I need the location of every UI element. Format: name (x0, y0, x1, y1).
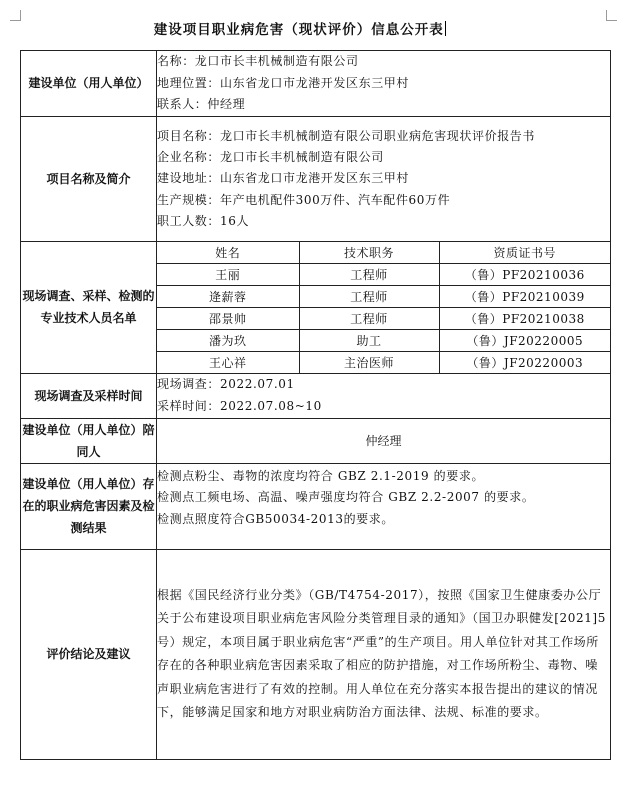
project-address: 建设地址：山东省龙口市龙港开发区东三甲村 (157, 171, 410, 185)
construction-unit-content (157, 51, 611, 117)
table-row (157, 285, 610, 307)
survey-time-label: 现场调查及采样时间 (21, 373, 157, 418)
project-employees: 职工人数：16人 (157, 214, 250, 228)
staff-header-title: 技术职务 (299, 242, 439, 264)
staff-cert: （鲁）PF20210039 (439, 285, 610, 307)
project-name: 项目名称：龙口市长丰机械制造有限公司职业病危害现状评价报告书 (157, 128, 536, 143)
staff-title: 助工 (299, 329, 439, 351)
staff-title: 工程师 (299, 263, 439, 285)
unit-location: 地理位置：山东省龙口市龙港开发区东三甲村 (157, 75, 410, 90)
project-content (157, 116, 611, 241)
row-staff (21, 241, 611, 373)
unit-name: 名称：龙口市长丰机械制造有限公司 (157, 54, 359, 68)
conclusion-label: 评价结论及建议 (21, 549, 157, 760)
staff-cert: （鲁）PF20210038 (439, 307, 610, 329)
project-label: 项目名称及简介 (21, 116, 157, 241)
survey-time-content (157, 373, 611, 418)
staff-name: 逄薪蓉 (157, 285, 299, 307)
row-hazards (21, 463, 611, 549)
row-survey-time (21, 373, 611, 418)
project-company: 企业名称：龙口市长丰机械制造有限公司 (157, 149, 384, 164)
staff-header-row (157, 242, 610, 264)
row-escort (21, 418, 611, 463)
staff-title: 工程师 (299, 307, 439, 329)
conclusion-content (157, 549, 611, 760)
table-row (157, 329, 610, 351)
row-construction-unit (21, 51, 611, 117)
staff-cert: （鲁）JF20220005 (439, 329, 610, 351)
escort-label: 建设单位（用人单位）陪同人 (21, 418, 157, 463)
unit-contact: 联系人：仲经理 (157, 97, 246, 111)
hazard-result-noise: 检测点工频电场、高温、噪声强度均符合 GBZ 2.2-2007 的要求。 (157, 490, 535, 504)
project-scale: 生产规模：年产电机配件300万件、汽车配件60万件 (157, 192, 451, 207)
table-row (157, 307, 610, 329)
table-row (157, 351, 610, 373)
text-cursor (445, 21, 447, 36)
escort-value: 仲经理 (157, 418, 611, 463)
row-project (21, 116, 611, 241)
hazard-result-dust: 检测点粉尘、毒物的浓度均符合 GBZ 2.1-2019 的要求。 (157, 468, 485, 483)
hazards-label: 建设单位（用人单位）存在的职业病危害因素及检测结果 (21, 463, 157, 549)
staff-name: 邵景帅 (157, 307, 299, 329)
staff-cert: （鲁）PF20210036 (439, 263, 610, 285)
staff-name: 潘为玖 (157, 329, 299, 351)
hazards-content (157, 463, 611, 549)
disclosure-table (20, 50, 611, 760)
row-conclusion (21, 549, 611, 760)
staff-name: 王丽 (157, 263, 299, 285)
document-title: 建设项目职业病危害（现状评价）信息公开表 (0, 18, 600, 38)
conclusion-text: 根据《国民经济行业分类》（GB/T4754-2017），按照《国家卫生健康委办公厅关于公布建设项目职业病危害风险分类管理目录的通知》（国卫办职健发[2021]5号）规定，本项目属于职业病危害“严重”的生产项目。用人单位针对其工作场所存在的各种职业病危害因素采取了相应的防护措施，对工作场所粉尘、毒物、噪声职业病危害进行了有效的控制。用人单位在充分落实本报告提出的建议的情况下，能够满足国家和地方对职业病防治方面法律、法规、标准的要求。 (157, 587, 606, 720)
staff-label: 现场调查、采样、检测的专业技术人员名单 (21, 241, 157, 373)
staff-header-cert: 资质证书号 (439, 242, 610, 264)
staff-cert: （鲁）JF20220003 (439, 351, 610, 373)
survey-date: 现场调查：2022.07.01 (157, 377, 295, 391)
page-corner-mark-right (606, 10, 617, 21)
staff-title: 工程师 (299, 285, 439, 307)
construction-unit-label: 建设单位（用人单位） (21, 51, 157, 117)
staff-title: 主治医师 (299, 351, 439, 373)
staff-name: 王心祥 (157, 351, 299, 373)
staff-header-name: 姓名 (157, 242, 299, 264)
sampling-date: 采样时间：2022.07.08~10 (157, 398, 322, 413)
staff-table (157, 242, 610, 373)
staff-content (157, 241, 611, 373)
table-row (157, 263, 610, 285)
hazard-result-lighting: 检测点照度符合GB50034-2013的要求。 (157, 511, 394, 526)
